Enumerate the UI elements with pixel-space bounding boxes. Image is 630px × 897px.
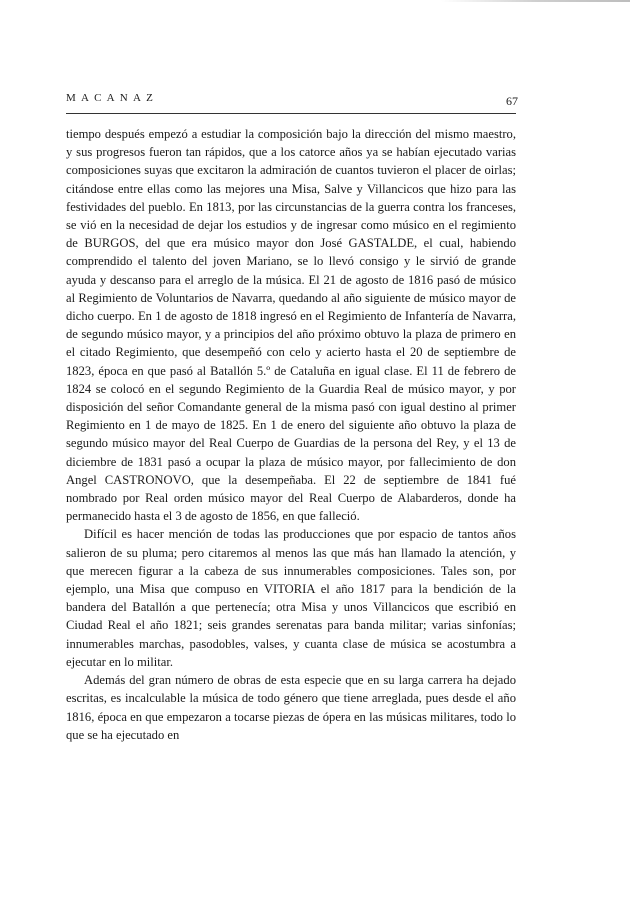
paragraph-arrangements: Además del gran número de obras de esta especie que en su larga carrera ha dejado escritas, es incalculable la música de todo género que tiene arreglada, pues desde el año 1816, época en que empezaron a tocarse piezas de ópera en las músicas militares, todo lo que se ha ejecutado en: [66, 673, 516, 742]
paragraph-biography: tiempo después empezó a estudiar la composición bajo la dirección del mismo maestro, y sus progresos fueron tan rápidos, que a los catorce años ya se habían ejecutado varias composiciones suyas que excitaron la admiración de cuantos tuvieron el placer de oirlas; citándose entre ellas como las mejores una Misa, Salve y Villancicos que hizo para las festividades del pueblo. En 1813, por las circunstancias de la guerra contra los franceses, se vió en la necesidad de dejar los estudios y de ingresar como músico en el regimiento de BURGOS, del que era músico mayor don José GASTALDE, el cual, habiendo comprendido el talento del joven Mariano, se lo llevó consigo y le sirvió de grande ayuda y descanso para el arreglo de la música. El 21 de agosto de 1816 pasó de músico al Regimiento de Voluntarios de Navarra, quedando al año siguiente de músico mayor de dicho cuerpo. En 1 de agosto de 1818 ingresó en el Regimiento de Infantería de Navarra, de segundo músico mayor, y a principios del año próximo obtuvo la plaza de primero en el citado Regimiento, que desempeñó con celo y acierto hasta el 20 de septiembre de 1823, época en que pasó al Batallón 5.º de Cataluña en igual clase. El 11 de febrero de 1824 se colocó en el segundo Regimiento de la Guardia Real de músico mayor, y por disposición del señor Comandante general de la misma pasó con igual destino al primer Regimiento en 1 de mayo de 1825. En 1 de enero del siguiente año obtuvo la plaza de segundo músico mayor del Real Cuerpo de Guardias de la persona del Rey, y el 13 de diciembre de 1831 pasó a ocupar la plaza de músico mayor, por fallecimiento de don Angel CASTRONOVO, que la desempeñaba. El 22 de septiembre de 1841 fué nombrado por Real orden músico mayor del Real Cuerpo de Alabarderos, donde ha permanecido hasta el 3 de agosto de 1856, en que falleció.: [66, 127, 516, 524]
body-text: [66, 125, 516, 744]
running-head: MACANAZ: [66, 92, 159, 104]
header-rule: [66, 113, 516, 114]
scan-edge: [0, 0, 630, 2]
paragraph-compositions: Difícil es hacer mención de todas las producciones que por espacio de tantos años salieron de su pluma; pero citaremos al menos las que más han llamado la atención, y que merecen figurar a la cabeza de sus innumerables composiciones. Tales son, por ejemplo, una Misa que compuso en VITORIA el año 1817 para la bendición de la bandera del Batallón a que pertenecía; otra Misa y unos Villancicos que escribió en Ciudad Real el año 1821; seis grandes serenatas para banda militar; varias sinfonías; innumerables marchas, pasodobles, valses, y cuanta clase de música se acostumbra a ejecutar en lo militar.: [66, 527, 516, 669]
page-number: 67: [506, 94, 518, 108]
